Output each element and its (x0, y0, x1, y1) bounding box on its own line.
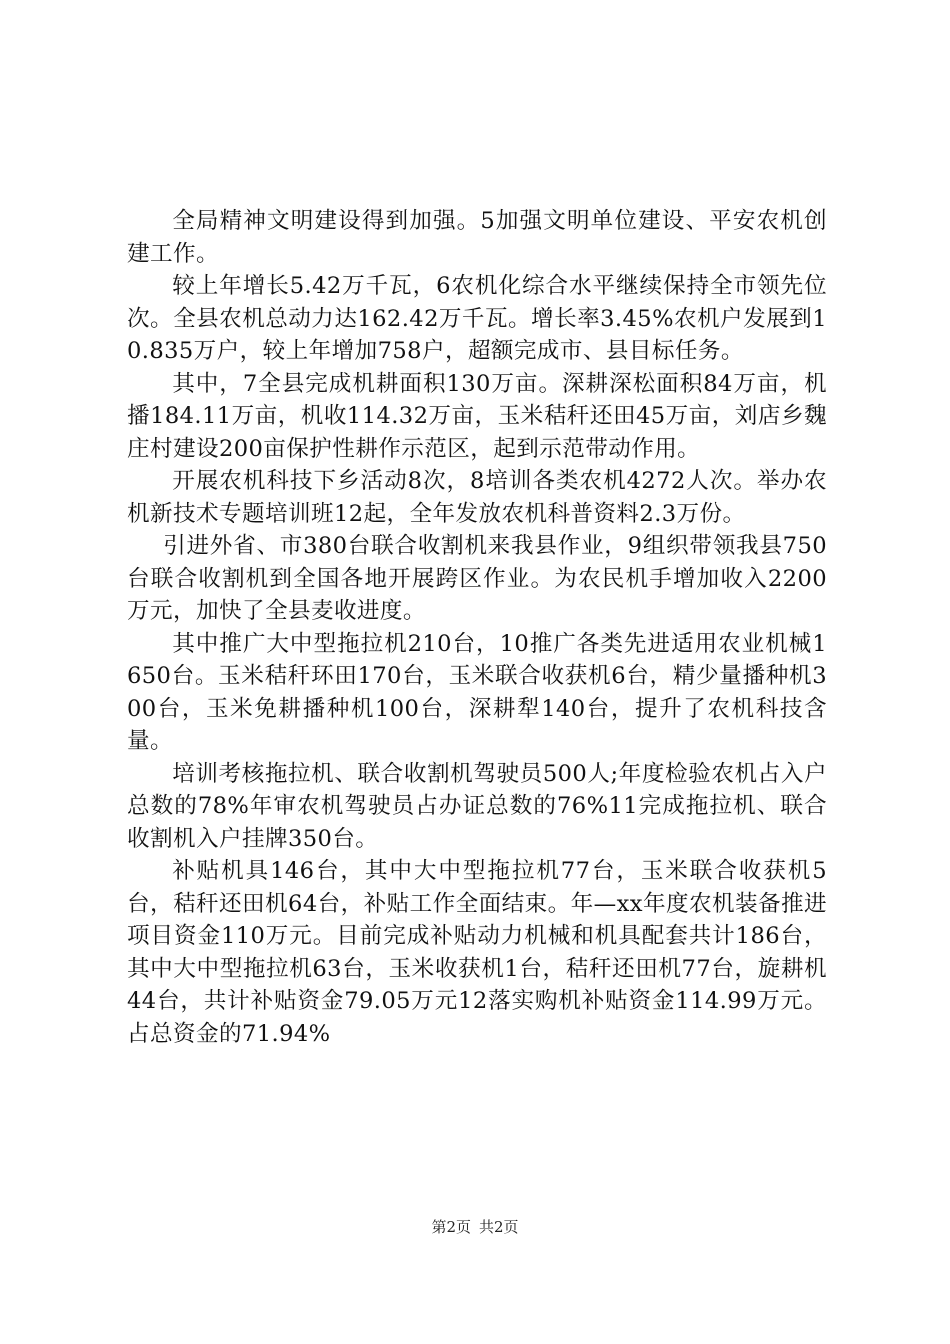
paragraph-2: 较上年增长5.42万千瓦，6农机化综合水平继续保持全市领先位次。全县农机总动力达162.42万千瓦。增长率3.45%农机户发展到10.835万户，较上年增加758户，超额完成市、县目标任务。 (127, 273, 827, 364)
document-body (127, 205, 827, 1050)
paragraph-3: 其中，7全县完成机耕面积130万亩。深耕深松面积84万亩，机播184.11万亩，机收114.32万亩，玉米秸秆还田45万亩，刘店乡魏庄村建设200亩保护性耕作示范区，起到示范带动作用。 (127, 370, 827, 462)
paragraph-7: 培训考核拖拉机、联合收割机驾驶员500人;年度检验农机占入户总数的78%年审农机驾驶员占办证总数的76%11完成拖拉机、联合收割机入户挂牌350台。 (127, 760, 827, 852)
page-number-current: 第2页 (431, 1218, 471, 1236)
paragraph-8: 补贴机具146台，其中大中型拖拉机77台，玉米联合收获机5台，秸秆还田机64台，补贴工作全面结束。年—xx年度农机装备推进项目资金110万元。目前完成补贴动力机械和机具配套共计186台，其中大中型拖拉机63台，玉米收获机1台，秸秆还田机77台，旋耕机44台，共计补贴资金79.05万元12落实购机补贴资金114.99万元。占总资金的71.94% (127, 858, 827, 1047)
page-footer (0, 1217, 950, 1237)
paragraph-5: 引进外省、市380台联合收割机来我县作业，9组织带领我县750台联合收割机到全国各地开展跨区作业。为农民机手增加收入2200万元，加快了全县麦收进度。 (127, 533, 827, 624)
paragraph-4: 开展农机科技下乡活动8次，8培训各类农机4272人次。举办农机新技术专题培训班12起，全年发放农机科普资料2.3万份。 (127, 468, 827, 527)
paragraph-1: 全局精神文明建设得到加强。5加强文明单位建设、平安农机创建工作。 (127, 208, 827, 267)
paragraph-6: 其中推广大中型拖拉机210台，10推广各类先进适用农业机械1650台。玉米秸秆环田170台，玉米联合收获机6台，精少量播种机300台，玉米免耕播种机100台，深耕犁140台，提升了农机科技含量。 (127, 630, 827, 754)
page-number-total: 共2页 (479, 1218, 519, 1236)
